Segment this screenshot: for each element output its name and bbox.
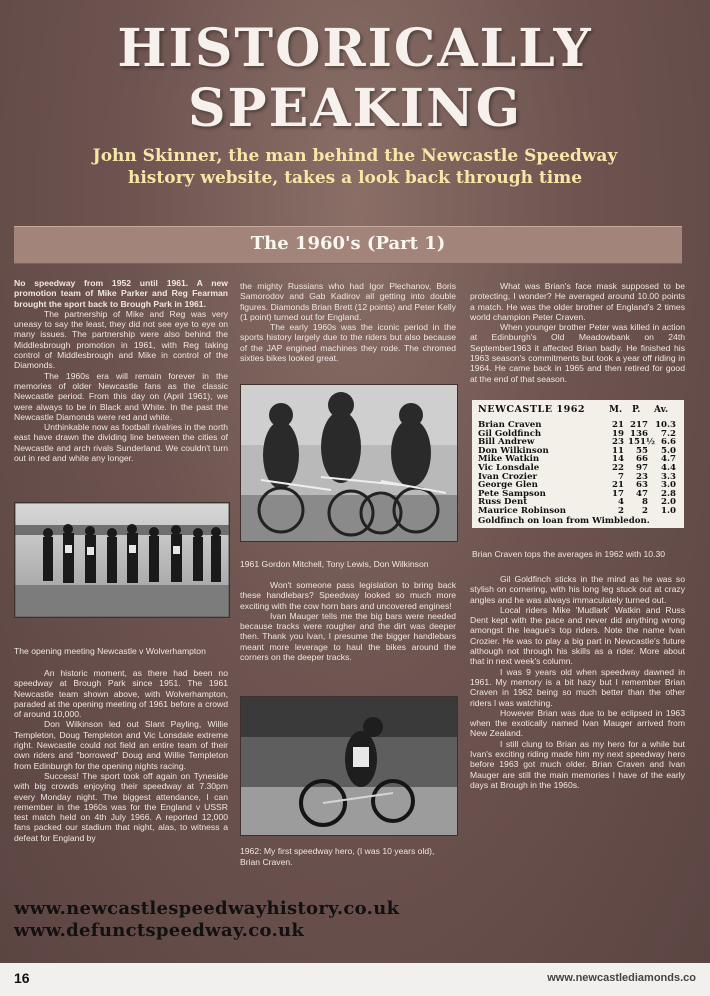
- column-2-top: [240, 281, 456, 363]
- body-paragraph: The partnership of Mike and Reg was very uneasy to say the least, they did not see eye to eye on many issues. The partnership were also behind the Middlesbrough promotion in 1961, with Reg taking control of Middlesbrough and Mike in control of the Diamonds.: [14, 308, 228, 371]
- rider-name: Pete Sampson: [478, 488, 546, 499]
- column-header-average: Av.: [654, 405, 669, 415]
- page-title-line1: HISTORICALLY: [117, 18, 593, 79]
- website-link[interactable]: www.newcastlespeedwayhistory.co.uk: [14, 898, 400, 919]
- body-paragraph: Ivan Mauger tells me the big bars were needed because tracks were rougher and the dirt was deeper then. Thank you Ivan, I presume the bigger handlebars meant more leverage to haul the bikes around the corners on the deeper tracks.: [240, 610, 456, 663]
- points-value: 63: [636, 480, 648, 491]
- photo-caption: The opening meeting Newcastle v Wolverhampton: [14, 646, 206, 656]
- average-value: 2.8: [661, 488, 676, 499]
- matches-value: 21: [612, 480, 624, 491]
- matches-value: 21: [612, 420, 624, 430]
- page-number: 16: [14, 970, 30, 986]
- page-subtitle: John Skinner, the man behind the Newcastle Speedway history website, takes a look back through time: [92, 146, 618, 188]
- average-value: 7.2: [661, 428, 676, 439]
- section-heading-bar: [14, 226, 682, 264]
- body-paragraph: Won't someone pass legislation to bring back these handlebars? Speedway looked so much more exciting with the cow horn bars and uncovered engines!: [240, 580, 456, 611]
- body-paragraph: However Brian was due to be eclipsed in 1963 when the exotically named Ivan Mauger arrived from New Zealand.: [470, 707, 685, 739]
- average-value: 6.6: [661, 437, 676, 448]
- rider-name: Mike Watkin: [478, 454, 540, 465]
- column-1-bottom: [14, 668, 228, 843]
- body-paragraph: The early 1960s was the iconic period in the sports history largely due to the riders but also because of the JAP engined machines they rode. The chromed sixties bikes looked great.: [240, 322, 456, 364]
- points-value: 66: [636, 454, 648, 465]
- points-value: 97: [636, 463, 648, 473]
- website-links: [14, 898, 399, 942]
- website-link[interactable]: www.defunctspeedway.co.uk: [14, 920, 305, 941]
- rider-name: Gil Goldfinch: [478, 428, 542, 439]
- photo-caption: 1962: My first speedway hero, (I was 10 years old), Brian Craven.: [240, 846, 435, 867]
- column-2-middle: [240, 580, 456, 662]
- points-value: 55: [636, 445, 648, 456]
- photo-brian-craven: [240, 696, 458, 836]
- points-value: 23: [636, 471, 648, 482]
- average-value: 1.0: [661, 506, 676, 516]
- table-row: [478, 506, 678, 516]
- matches-value: 22: [612, 463, 624, 473]
- average-value: 3.3: [661, 471, 676, 482]
- footer-website[interactable]: www.newcastlediamonds.co: [547, 972, 696, 984]
- page-title-line2: SPEAKING: [187, 78, 523, 139]
- average-value: 10.3: [655, 420, 676, 430]
- lead-paragraph: No speedway from 1952 until 1961. A new promotion team of Mike Parker and Reg Fearman brought the sport back to Brough Park in 1961.: [14, 278, 228, 309]
- table-caption: Brian Craven tops the averages in 1962 with 10.30: [472, 549, 666, 559]
- body-paragraph: the mighty Russians who had Igor Plechanov, Boris Samorodov and Gab Kadirov all getting into double figures. Diamonds Brian Brett (12 points) and Peter Kelly (1 point) turned out for England.: [240, 281, 456, 322]
- rider-name: Ivan Crozier: [478, 471, 538, 482]
- points-value: 217: [630, 420, 648, 430]
- matches-value: 4: [618, 497, 624, 508]
- matches-value: 19: [612, 428, 624, 439]
- rider-name: Brian Craven: [478, 420, 542, 430]
- average-value: 4.7: [661, 454, 676, 465]
- matches-value: 2: [618, 506, 624, 516]
- body-paragraph: When younger brother Peter was killed in action at Edinburgh's Old Meadowbank on 24th September1963 it affected Brian badly. He finished his 1963 season's commitments but took a year off riding in 1964. He came back in 1965 and then retired for good at the end of that season.: [470, 322, 685, 384]
- photo-caption: 1961 Gordon Mitchell, Tony Lewis, Don Wilkinson: [240, 559, 429, 569]
- rider-name: Maurice Robinson: [478, 506, 567, 516]
- table-heading: NEWCASTLE 1962: [478, 404, 586, 415]
- matches-value: 11: [612, 445, 624, 456]
- points-value: 47: [636, 488, 648, 499]
- photo-riders-1961: [240, 384, 458, 542]
- average-value: 3.0: [661, 480, 676, 491]
- photo-opening-meeting: [14, 502, 230, 618]
- column-3-top: [470, 281, 685, 384]
- points-value: 151½: [628, 437, 655, 448]
- body-paragraph: I still clung to Brian as my hero for a while but Ivan's exciting riding made him my next speedway hero before 1963 got much older. Brian Craven and Ivan Mauger are still the main memories I have of the early days at Brough in the 1960s.: [470, 738, 685, 790]
- points-value: 2: [642, 506, 648, 516]
- body-paragraph: Gil Goldfinch sticks in the mind as he was so stylish on cornering, with his long leg stuck out at crazy angles and he was always immaculately turned out.: [470, 574, 685, 605]
- body-paragraph: An historic moment, as there had been no speedway at Brough Park since 1951. The 1961 Newcastle team shown above, with Wolverhampton, paraded at the opening meeting of 1961 before a crowd of around 10,000.: [14, 668, 228, 720]
- rider-name: Vic Lonsdale: [478, 463, 540, 473]
- matches-value: 23: [612, 437, 624, 448]
- body-paragraph: Success! The sport took off again on Tyneside with big crowds enjoying their speedway at 7.30pm every Monday night. The biggest attendance, I can remember in the 1960s was for the England v USSR test match held on 4th July 1966. A reported 12,000 fans packed our stadium that night, alas, to witness a defeat for England by: [14, 770, 228, 843]
- average-value: 5.0: [661, 445, 676, 456]
- body-paragraph: Don Wilkinson led out Slant Payling, Willie Templeton, Doug Templeton and Vic Lonsdale extreme right. Newcastle could not field an entire team of their own riders and "borrowed" Doug and Willie Templeton from Edinburgh for the opening nights racing.: [14, 719, 228, 771]
- section-heading: The 1960's (Part 1): [250, 233, 446, 254]
- body-paragraph: What was Brian's face mask supposed to be protecting, I wonder? He averaged around 10.00 points a match. He was the older brother of England's 2 times world champion Peter Craven.: [470, 281, 685, 322]
- rider-name: Russ Dent: [478, 497, 528, 508]
- column-1-top: [14, 278, 228, 463]
- rider-name: George Glen: [478, 480, 538, 491]
- matches-value: 7: [618, 471, 624, 482]
- rider-name: Bill Andrew: [478, 437, 535, 448]
- averages-table: [472, 400, 684, 528]
- column-3-bottom: [470, 574, 685, 790]
- average-value: 2.0: [661, 497, 676, 508]
- matches-value: 14: [612, 454, 624, 465]
- body-paragraph: The 1960s era will remain forever in the memories of older Newcastle fans as the classic Newcastle period. From this day on (April 1961), we were always to be in Black and White. In the past the Newcastle Diamonds were red and white.: [14, 370, 228, 422]
- matches-value: 17: [612, 488, 624, 499]
- points-value: 136: [630, 428, 648, 439]
- body-paragraph: I was 9 years old when speedway dawned in 1961. My memory is a bit hazy but I remember Brian Craven in 1962 being so much better than the other riders I was watching.: [470, 666, 685, 708]
- column-header-matches: M.: [609, 405, 623, 415]
- body-paragraph: Local riders Mike 'Mudlark' Watkin and Russ Dent kept with the pace and never did anything wrong amongst the league's top riders. Note the name Ivan Crozier. He was to play a big part in Newcastle's future although not through his skills as a rider. More about that in next week's column.: [470, 604, 685, 667]
- rider-name: Don Wilkinson: [478, 445, 549, 456]
- table-footnote: Goldfinch on loan from Wimbledon.: [478, 516, 650, 526]
- points-value: 8: [642, 497, 648, 508]
- body-paragraph: Unthinkable now as football rivalries in the north east have drawn the dividing line between the cities of Newcastle and arch rivals Sunderland. We couldn't turn out in red and white any longer.: [14, 422, 228, 464]
- average-value: 4.4: [661, 463, 676, 473]
- column-header-points: P.: [632, 405, 641, 415]
